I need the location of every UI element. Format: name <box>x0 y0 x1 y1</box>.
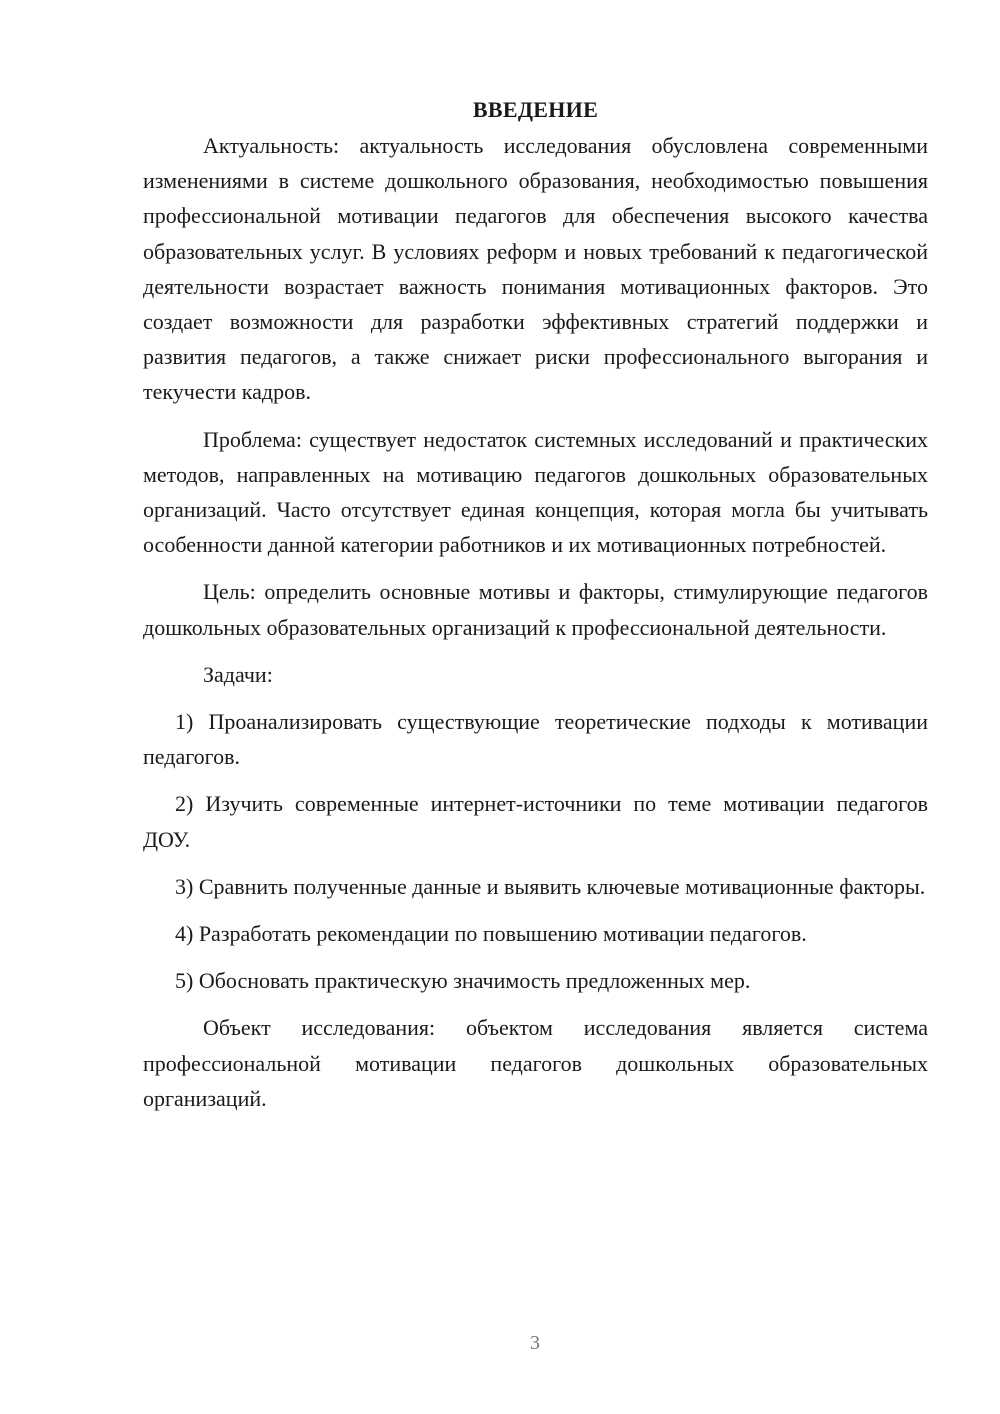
task-item-2: 2) Изучить современные интернет-источники по теме мотивации педагогов ДОУ. <box>143 791 928 852</box>
document-page <box>143 94 928 1128</box>
paragraph-goal: Цель: определить основные мотивы и факторы, стимулирующие педагогов дошкольных образовательных организаций к профессиональной деятельности. <box>143 579 928 640</box>
tasks-label: Задачи: <box>203 661 273 687</box>
section-heading: ВВЕДЕНИЕ <box>472 97 599 122</box>
paragraph-problem: Проблема: существует недостаток системных исследований и практических методов, направленных на мотивацию педагогов дошкольных образовательных организаций. Часто отсутствует единая концепция, которая могла бы учитывать особенности данной категории работников и их мотивационных потребностей. <box>143 426 928 558</box>
page-number: 3 <box>530 1332 540 1354</box>
task-item-4: 4) Разработать рекомендации по повышению мотивации педагогов. <box>175 921 807 947</box>
task-item-3: 3) Сравнить полученные данные и выявить ключевые мотивационные факторы. <box>175 873 926 899</box>
task-item-5: 5) Обосновать практическую значимость предложенных мер. <box>175 968 751 994</box>
paragraph-object: Объект исследования: объектом исследования является система профессиональной мотивации педагогов дошкольных образовательных организаций. <box>143 1015 928 1111</box>
paragraph-relevance: Актуальность: актуальность исследования обусловлена современными изменениями в системе дошкольного образования, необходимостью повышения профессиональной мотивации педагогов для обеспечения высокого качества образовательных услуг. В условиях реформ и новых требований к педагогической деятельности возрастает важность понимания мотивационных факторов. Это создает возможности для разработки эффективных стратегий поддержки и развития педагогов, а также снижает риски профессионального выгорания и текучести кадров. <box>143 133 928 405</box>
task-item-1: 1) Проанализировать существующие теоретические подходы к мотивации педагогов. <box>143 709 928 770</box>
